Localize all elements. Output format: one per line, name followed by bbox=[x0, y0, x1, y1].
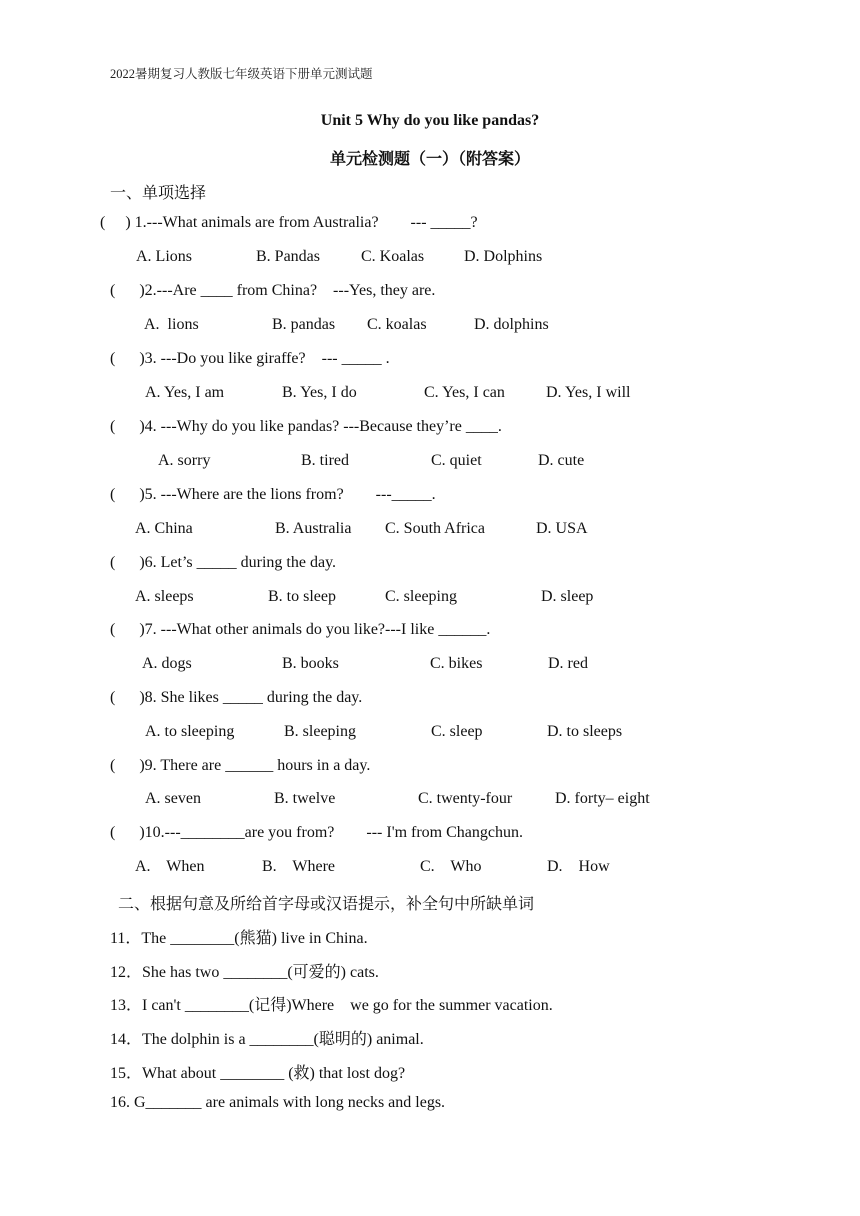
question-6-option-b: B. to sleep bbox=[268, 588, 336, 605]
question-8-option-a: A. to sleeping bbox=[145, 723, 235, 740]
question-10-option-b: B. Where bbox=[262, 858, 336, 875]
question-10-option-c: C. Who bbox=[420, 858, 482, 875]
question-7-option-c: C. bikes bbox=[430, 655, 483, 672]
question-6-stem: ( )6. Let’s _____ during the day. bbox=[110, 554, 337, 571]
question-2-option-c: C. koalas bbox=[367, 316, 427, 333]
question-1-option-b: B. Pandas bbox=[256, 248, 320, 265]
question-1-option-c: C. Koalas bbox=[361, 248, 425, 265]
fill-item-12: 12．She has two ________(可爱的) cats. bbox=[110, 964, 379, 981]
question-1-option-a: A. Lions bbox=[136, 248, 192, 265]
question-3-stem: ( )3. ---Do you like giraffe? --- _____ . bbox=[110, 350, 390, 367]
question-4-stem: ( )4. ---Why do you like pandas? ---Because they’re ____. bbox=[110, 418, 502, 435]
section2-heading: 二、根据句意及所给首字母或汉语提示，补全句中所缺单词 bbox=[118, 896, 535, 913]
fill-item-11: 11．The ________(熊猫) live in China. bbox=[110, 930, 368, 947]
question-5-stem: ( )5. ---Where are the lions from? ---_____. bbox=[110, 486, 436, 503]
question-8-option-c: C. sleep bbox=[431, 723, 483, 740]
question-2-option-d: D. dolphins bbox=[474, 316, 549, 333]
question-2-option-b: B. pandas bbox=[272, 316, 336, 333]
question-5-option-a: A. China bbox=[135, 520, 193, 537]
question-1-stem: ( ) 1.---What animals are from Australia? --- _____? bbox=[100, 214, 478, 231]
question-6-option-d: D. sleep bbox=[541, 588, 594, 605]
fill-item-15: 15．What about ________ (救) that lost dog? bbox=[110, 1065, 406, 1082]
question-9-option-c: C. twenty-four bbox=[418, 790, 513, 807]
question-8-option-d: D. to sleeps bbox=[547, 723, 623, 740]
question-9-option-a: A. seven bbox=[145, 790, 201, 807]
question-3-option-c: C. Yes, I can bbox=[424, 384, 505, 401]
fill-item-14: 14．The dolphin is a ________(聪明的) animal. bbox=[110, 1031, 424, 1048]
question-2-option-a: A. lions bbox=[144, 316, 199, 333]
header-note: 2022暑期复习人教版七年级英语下册单元测试题 bbox=[110, 67, 373, 81]
question-8-option-b: B. sleeping bbox=[284, 723, 356, 740]
question-6-option-a: A. sleeps bbox=[135, 588, 194, 605]
fill-item-13: 13．I can't ________(记得)Where we go for the summer vacation. bbox=[110, 997, 553, 1014]
question-4-option-b: B. tired bbox=[301, 452, 349, 469]
section1-heading: 一、单项选择 bbox=[110, 185, 207, 202]
question-5-option-b: B. Australia bbox=[275, 520, 352, 537]
question-4-option-a: A. sorry bbox=[158, 452, 211, 469]
question-4-option-c: C. quiet bbox=[431, 452, 482, 469]
question-9-stem: ( )9. There are ______ hours in a day. bbox=[110, 757, 371, 774]
question-10-option-d: D. How bbox=[547, 858, 610, 875]
question-10-option-a: A. When bbox=[135, 858, 205, 875]
question-2-stem: ( )2.---Are ____ from China? ---Yes, they are. bbox=[110, 282, 436, 299]
question-5-option-d: D. USA bbox=[536, 520, 588, 537]
question-10-stem: ( )10.---________are you from? --- I'm from Changchun. bbox=[110, 824, 523, 841]
question-1-option-d: D. Dolphins bbox=[464, 248, 543, 265]
question-7-option-d: D. red bbox=[548, 655, 588, 672]
question-7-option-b: B. books bbox=[282, 655, 339, 672]
question-9-option-d: D. forty– eight bbox=[555, 790, 650, 807]
question-5-option-c: C. South Africa bbox=[385, 520, 485, 537]
fill-item-16: 16. G_______ are animals with long necks and legs. bbox=[110, 1094, 446, 1111]
question-9-option-b: B. twelve bbox=[274, 790, 336, 807]
question-3-option-b: B. Yes, I do bbox=[282, 384, 357, 401]
question-7-option-a: A. dogs bbox=[142, 655, 192, 672]
unit-title: Unit 5 Why do you like pandas? bbox=[320, 112, 540, 129]
test-subtitle: 单元检测题（一）（附答案） bbox=[329, 151, 530, 168]
question-7-stem: ( )7. ---What other animals do you like?---I like ______. bbox=[110, 621, 491, 638]
question-3-option-d: D. Yes, I will bbox=[546, 384, 631, 401]
question-3-option-a: A. Yes, I am bbox=[145, 384, 225, 401]
question-8-stem: ( )8. She likes _____ during the day. bbox=[110, 689, 363, 706]
question-4-option-d: D. cute bbox=[538, 452, 585, 469]
question-6-option-c: C. sleeping bbox=[385, 588, 457, 605]
